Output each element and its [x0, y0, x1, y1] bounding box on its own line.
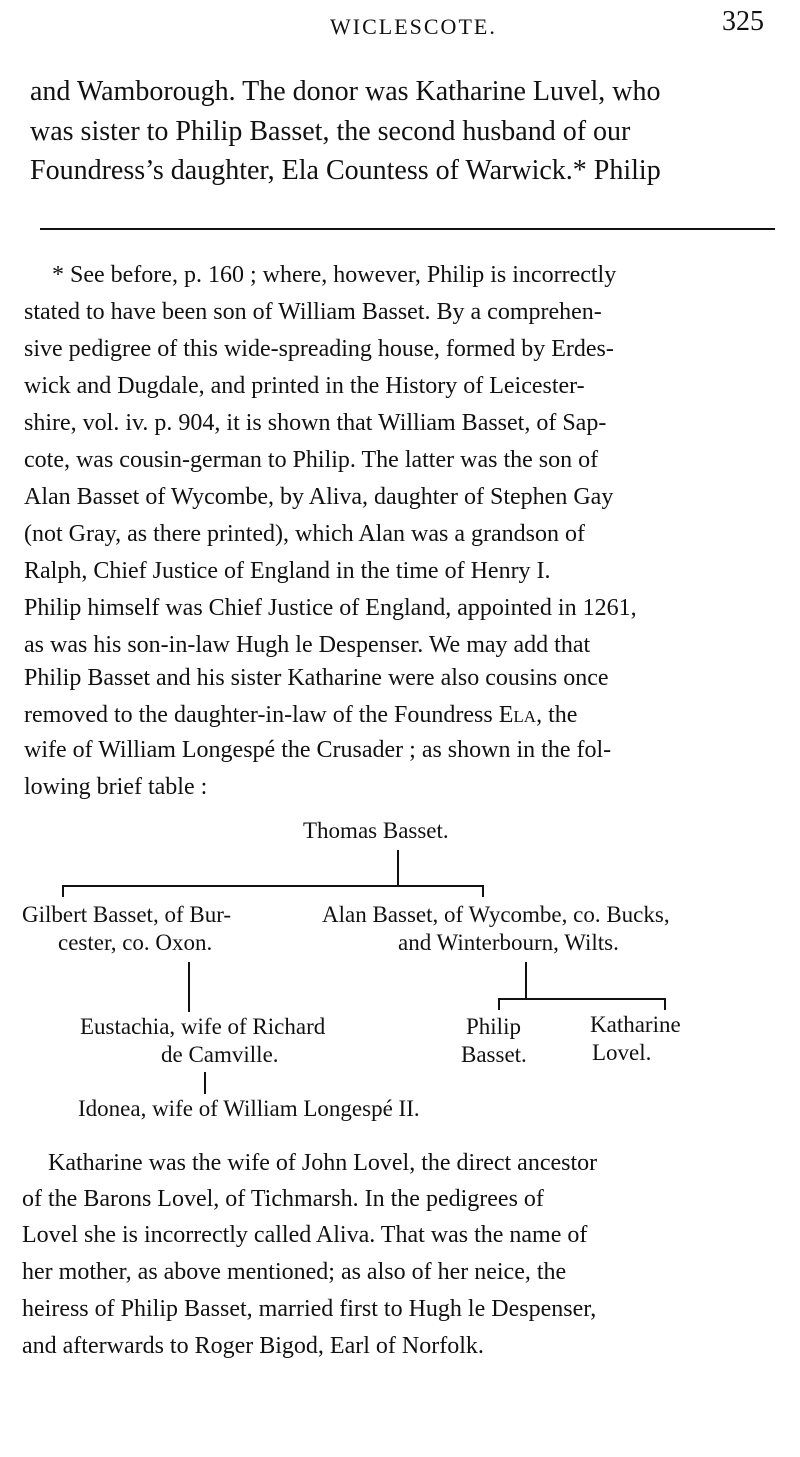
tree-philip-line-1: Philip — [466, 1014, 521, 1039]
tree-connector — [204, 1072, 206, 1094]
footnote-line-15: lowing brief table : — [24, 774, 208, 800]
footnote-line-13-text: removed to the daughter-in-law of the Foundress — [24, 702, 493, 728]
footnote-rule — [40, 228, 775, 230]
footnote-line-7: Alan Basset of Wycombe, by Aliva, daughter of Stephen Gay — [24, 484, 614, 510]
closing-line-2: of the Barons Lovel, of Tichmarsh. In the pedigrees of — [22, 1186, 544, 1212]
footnote-line-12: Philip Basset and his sister Katharine were also cousins once — [24, 665, 609, 691]
tree-connector — [397, 850, 399, 885]
tree-thomas-basset: Thomas Basset. — [303, 818, 449, 843]
tree-katharine-line-1: Katharine — [590, 1012, 681, 1037]
tree-eustachia-line-2: de Camville. — [161, 1042, 279, 1067]
footnote-line-9: Ralph, Chief Justice of England in the time of Henry I. — [24, 558, 551, 584]
ela-smallcaps: Ela — [498, 702, 537, 728]
tree-connector — [664, 998, 666, 1010]
tree-alan-line-2: and Winterbourn, Wilts. — [398, 930, 619, 955]
tree-connector — [62, 885, 484, 887]
closing-line-3: Lovel she is incorrectly called Aliva. That was the name of — [22, 1222, 588, 1248]
footnote-line-14: wife of William Longespé the Crusader ; as shown in the fol- — [24, 737, 612, 763]
footnote-line-3: sive pedigree of this wide-spreading house, formed by Erdes- — [24, 336, 614, 362]
main-text-line-1: and Wamborough. The donor was Katharine Luvel, who — [30, 76, 661, 107]
footnote-line-6: cote, was cousin-german to Philip. The latter was the son of — [24, 447, 599, 473]
footnote-line-2: stated to have been son of William Basset. By a comprehen- — [24, 299, 602, 325]
tree-katharine-line-2: Lovel. — [592, 1040, 652, 1065]
footnote-line-13-suffix: , the — [536, 702, 578, 728]
footnote-line-5: shire, vol. iv. p. 904, it is shown that William Basset, of Sap- — [24, 410, 607, 436]
main-text-line-3: Foundress’s daughter, Ela Countess of Warwick.* Philip — [30, 155, 661, 186]
tree-connector — [482, 885, 484, 897]
closing-line-1: Katharine was the wife of John Lovel, the direct ancestor — [48, 1150, 598, 1176]
closing-line-4: her mother, as above mentioned; as also of her neice, the — [22, 1259, 567, 1285]
closing-line-5: heiress of Philip Basset, married first to Hugh le Despenser, — [22, 1296, 597, 1322]
tree-connector — [525, 962, 527, 998]
tree-alan-line-1: Alan Basset, of Wycombe, co. Bucks, — [322, 902, 670, 927]
tree-gilbert-line-2: cester, co. Oxon. — [58, 930, 213, 955]
footnote-line-1: * See before, p. 160 ; where, however, Philip is incorrectly — [52, 262, 617, 288]
closing-line-6: and afterwards to Roger Bigod, Earl of Norfolk. — [22, 1333, 484, 1359]
tree-connector — [498, 998, 666, 1000]
footnote-line-8: (not Gray, as there printed), which Alan was a grandson of — [24, 521, 585, 547]
tree-connector — [62, 885, 64, 897]
page-number: 325 — [722, 6, 764, 37]
footnote-line-11: as was his son-in-law Hugh le Despenser. We may add that — [24, 632, 591, 658]
tree-idonea: Idonea, wife of William Longespé II. — [78, 1096, 420, 1121]
main-text-line-2: was sister to Philip Basset, the second husband of our — [30, 116, 631, 147]
tree-connector — [498, 998, 500, 1010]
tree-connector — [188, 962, 190, 1012]
footnote-line-13 — [24, 702, 577, 729]
tree-philip-line-2: Basset. — [461, 1042, 527, 1067]
tree-gilbert-line-1: Gilbert Basset, of Bur- — [22, 902, 232, 927]
footnote-line-10: Philip himself was Chief Justice of England, appointed in 1261, — [24, 595, 637, 621]
footnote-line-4: wick and Dugdale, and printed in the History of Leicester- — [24, 373, 585, 399]
running-title: WICLESCOTE. — [330, 14, 497, 39]
tree-eustachia-line-1: Eustachia, wife of Richard — [80, 1014, 326, 1039]
